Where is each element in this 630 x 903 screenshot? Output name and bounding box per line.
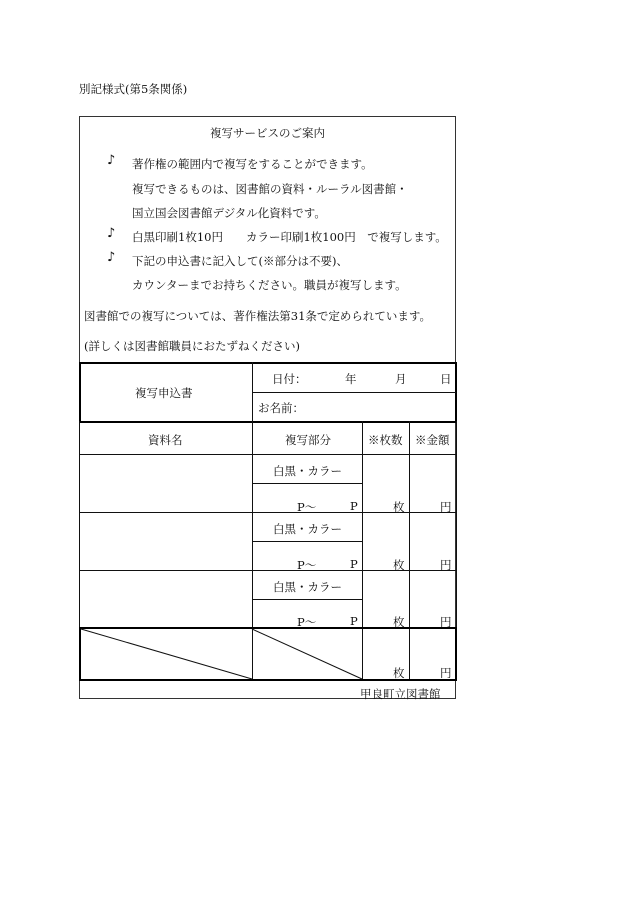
law-note: 図書館での複写については、著作権法第31条で定められています。	[84, 309, 431, 323]
header-copy-part: 複写部分	[285, 433, 331, 447]
row-2-page-from: P～	[297, 558, 317, 572]
detail-note: (詳しくは図書館職員におたずねください)	[84, 339, 300, 353]
form-title: 複写申込書	[135, 386, 193, 400]
header-amount: ※金額	[415, 433, 450, 447]
row-3-color-option: 白黒・カラー	[273, 580, 342, 594]
year-label: 年	[345, 372, 357, 386]
date-label: 日付：	[272, 372, 307, 386]
row-2-color-option: 白黒・カラー	[273, 522, 342, 536]
note-bullet-icon: ♪	[107, 153, 116, 168]
row-1-page-to: P	[350, 499, 358, 513]
notice-item-3-line-1: 下記の申込書に記入して(※部分は不要)、	[132, 254, 348, 268]
row-1-color-option: 白黒・カラー	[273, 464, 342, 478]
notice-item-1-line-1: 著作権の範囲内で複写をすることができます。	[132, 157, 373, 171]
header-material: 資料名	[148, 433, 183, 447]
name-label: お名前：	[258, 401, 304, 415]
row-1-sheets-unit: 枚	[393, 500, 405, 514]
row-1-page-from: P～	[297, 500, 317, 514]
row-3-page-from: P～	[297, 615, 317, 629]
note-bullet-icon: ♪	[107, 250, 116, 265]
note-bullet-icon: ♪	[107, 226, 116, 241]
month-label: 月	[395, 372, 407, 386]
notice-item-1-line-2: 複写できるものは、図書館の資料・ルーラル図書館・	[132, 182, 408, 196]
library-name: 甲良町立図書館	[360, 687, 441, 701]
row-2-page-to: P	[350, 557, 358, 571]
notice-item-2-line-1: 白黒印刷1枚10円 カラー印刷1枚100円 で複写します。	[132, 230, 447, 244]
total-amount-unit: 円	[440, 666, 452, 680]
day-label: 日	[440, 372, 452, 386]
total-sheets-unit: 枚	[393, 666, 405, 680]
notice-item-1-line-3: 国立国会図書館デジタル化資料です。	[132, 206, 326, 220]
row-2-sheets-unit: 枚	[393, 558, 405, 572]
notice-title: 複写サービスのご案内	[210, 126, 325, 140]
header-sheets: ※枚数	[368, 433, 403, 447]
form-caption: 別記様式(第5条関係)	[79, 82, 188, 96]
row-1-amount-unit: 円	[440, 500, 452, 514]
row-3-sheets-unit: 枚	[393, 615, 405, 629]
row-3-amount-unit: 円	[440, 615, 452, 629]
row-2-amount-unit: 円	[440, 558, 452, 572]
notice-item-3-line-2: カウンターまでお持ちください。職員が複写します。	[132, 278, 407, 292]
row-3-page-to: P	[350, 614, 358, 628]
